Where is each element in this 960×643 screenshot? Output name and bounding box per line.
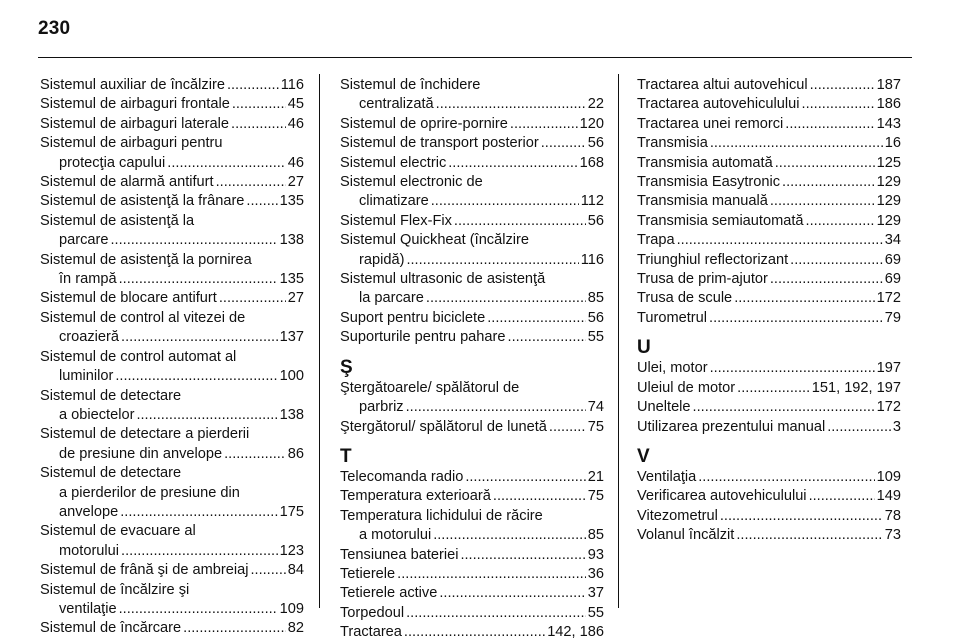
index-entry-page: 73 <box>884 527 901 544</box>
leader-dots <box>487 309 586 328</box>
index-entry-text: Sistemul de oprire-pornire <box>340 115 508 132</box>
index-entry-text: Uneltele <box>637 399 691 416</box>
index-entry-page: 3 <box>892 418 901 435</box>
index-entry-text: ventilaţie <box>59 600 117 617</box>
leader-dots <box>806 212 875 231</box>
index-entry <box>340 507 604 546</box>
leader-dots <box>770 192 875 211</box>
index-entry <box>40 76 304 95</box>
index-entry-text: Vitezometrul <box>637 507 718 524</box>
index-entry-text: Sistemul de control automat al <box>40 348 237 365</box>
index-entry <box>637 468 901 487</box>
index-entry <box>40 115 304 134</box>
index-entry <box>340 565 604 584</box>
leader-dots <box>541 134 586 153</box>
index-entry-page: 75 <box>587 418 604 435</box>
index-entry-text: Sistemul de închidere <box>340 77 481 93</box>
index-entry-text: rapidă) <box>359 251 405 268</box>
index-entry-text: Sistemul de airbaguri pentru <box>40 135 223 152</box>
index-entry <box>340 546 604 565</box>
index-entry <box>637 192 901 211</box>
index-entry <box>340 231 604 270</box>
index-entry-text: a obiectelor <box>59 406 135 423</box>
index-entry-page: 186 <box>876 96 901 113</box>
index-entry-text: Sistemul de airbaguri laterale <box>40 115 230 132</box>
leader-dots <box>785 115 874 134</box>
index-entry-page: 85 <box>587 290 604 307</box>
index-entry-text: protecţia capului <box>59 154 166 171</box>
index-entry-text: centralizată <box>359 96 434 113</box>
leader-dots <box>439 584 585 603</box>
index-entry <box>340 76 604 115</box>
leader-dots <box>167 154 285 173</box>
index-entry <box>637 487 901 506</box>
index-entry <box>40 348 304 387</box>
index-entry-text: Volanul încălzit <box>637 527 735 544</box>
leader-dots <box>231 115 286 134</box>
index-column-2 <box>340 76 604 643</box>
index-entry <box>40 561 304 580</box>
index-entry-page: 78 <box>884 507 901 524</box>
index-entry-page: 175 <box>279 503 304 520</box>
index-entry-text: Tetierele active <box>340 585 438 602</box>
index-entry <box>40 134 304 173</box>
leader-dots <box>110 231 277 250</box>
index-section-letter: T <box>340 445 352 467</box>
leader-dots <box>219 289 286 308</box>
leader-dots <box>183 619 286 638</box>
index-entry-page: 120 <box>579 115 604 132</box>
index-entry-text: Temperatura exterioară <box>340 488 491 505</box>
index-entry-page: 56 <box>587 212 604 229</box>
index-entry-page: 27 <box>287 174 304 191</box>
index-entry-text: parcare <box>59 232 109 249</box>
index-entry-text: Sistemul de asistenţă la frânare <box>40 193 245 210</box>
leader-dots <box>737 379 810 398</box>
leader-dots <box>404 623 545 642</box>
index-entry-page: 69 <box>884 251 901 268</box>
index-entry-page: 138 <box>279 406 304 423</box>
index-entry-page: 74 <box>587 399 604 416</box>
index-entry-text: Telecomanda radio <box>340 468 464 485</box>
index-entry-text: Tractarea altui autovehicul <box>637 77 808 93</box>
leader-dots <box>710 134 883 153</box>
index-entry <box>637 507 901 526</box>
index-entry-text: motorului <box>59 542 120 559</box>
index-entry-text: Utilizarea prezentului manual <box>637 418 826 435</box>
index-entry-text: Sistemul de asistenţă la pornirea <box>40 251 252 268</box>
index-entry <box>40 251 304 290</box>
index-entry-text: Sistemul de transport posterior <box>340 135 539 152</box>
index-entry <box>40 309 304 348</box>
index-entry-page: 125 <box>876 154 901 171</box>
index-entry-text: Trusa de scule <box>637 290 733 307</box>
index-entry <box>40 387 304 426</box>
index-column-1 <box>40 76 304 639</box>
index-section-letter: V <box>637 445 650 467</box>
index-entry <box>637 95 901 114</box>
index-entry <box>40 95 304 114</box>
index-entry-page: 135 <box>279 193 304 210</box>
index-section-letter: Ş <box>340 356 353 378</box>
index-entry-page: 100 <box>279 368 304 385</box>
index-entry-text: Ştergătorul/ spălătorul de lunetă <box>340 418 547 435</box>
index-entry <box>637 418 901 437</box>
index-entry <box>40 581 304 620</box>
index-entry-text: Sistemul de încărcare <box>40 620 182 637</box>
leader-dots <box>120 503 277 522</box>
leader-dots <box>433 526 586 545</box>
leader-dots <box>770 270 883 289</box>
index-entry-text: Sistemul de evacuare al <box>40 523 196 540</box>
leader-dots <box>119 270 278 289</box>
index-entry <box>637 212 901 231</box>
index-entry <box>340 487 604 506</box>
index-entry-text: climatizare <box>359 193 429 210</box>
index-entry-page: 149 <box>876 488 901 505</box>
index-entry-text: la parcare <box>359 290 424 307</box>
page-number: 230 <box>38 18 71 39</box>
index-entry <box>637 379 901 398</box>
index-entry-text: Sistemul de încălzire şi <box>40 581 190 598</box>
index-entry-page: 37 <box>587 585 604 602</box>
index-entry <box>340 173 604 212</box>
leader-dots <box>250 561 285 580</box>
leader-dots <box>810 76 875 95</box>
index-entry-text: Sistemul de detectare a pierderii <box>40 426 250 443</box>
leader-dots <box>406 604 586 623</box>
leader-dots <box>448 154 577 173</box>
leader-dots <box>510 115 578 134</box>
index-entry <box>340 604 604 623</box>
leader-dots <box>827 418 891 437</box>
index-entry-page: 138 <box>279 232 304 249</box>
index-entry-text: Sistemul electric <box>340 154 447 171</box>
index-entry-page: 93 <box>587 546 604 563</box>
index-entry-text: Suporturile pentru pahare <box>340 329 506 346</box>
index-entry-text: Trapa <box>637 232 675 249</box>
index-entry-page: 112 <box>580 193 604 210</box>
leader-dots <box>775 154 875 173</box>
leader-dots <box>782 173 875 192</box>
index-entry <box>340 623 604 642</box>
leader-dots <box>709 309 883 328</box>
leader-dots <box>677 231 883 250</box>
leader-dots <box>508 328 586 347</box>
index-entry-text: Tractarea unei remorci <box>637 115 784 132</box>
header-rule <box>38 57 912 58</box>
index-entry <box>340 309 604 328</box>
index-entry-text: Ştergătoarele/ spălătorul de <box>340 379 520 396</box>
index-entry <box>40 522 304 561</box>
index-entry-page: 85 <box>587 527 604 544</box>
index-entry <box>637 115 901 134</box>
index-entry-page: 116 <box>580 251 604 268</box>
index-entry-page: 151, 192, 197 <box>811 379 901 396</box>
index-entry-page: 172 <box>876 399 901 416</box>
index-entry-text: Uleiul de motor <box>637 379 736 396</box>
index-entry-page: 116 <box>280 77 304 93</box>
index-entry <box>340 379 604 418</box>
leader-dots <box>216 173 286 192</box>
index-entry <box>637 270 901 289</box>
leader-dots <box>246 192 277 211</box>
index-entry-page: 143 <box>876 115 901 132</box>
leader-dots <box>406 251 578 270</box>
leader-dots <box>121 542 278 561</box>
index-entry-text: Sistemul Quickheat (încălzire <box>340 232 529 249</box>
index-entry-text: Ulei, motor <box>637 360 708 377</box>
index-entry-text: Sistemul de control al vitezei de <box>40 309 246 326</box>
leader-dots <box>397 565 586 584</box>
leader-dots <box>710 359 875 378</box>
leader-dots <box>698 468 874 487</box>
leader-dots <box>119 600 278 619</box>
index-entry-text: Tensiunea bateriei <box>340 546 459 563</box>
index-entry-page: 187 <box>876 77 901 93</box>
index-entry-page: 55 <box>587 329 604 346</box>
index-entry-page: 45 <box>287 96 304 113</box>
index-entry-text: Tetierele <box>340 565 396 582</box>
leader-dots <box>736 526 882 545</box>
index-entry-text: Sistemul de alarmă antifurt <box>40 174 214 191</box>
index-entry-text: Verificarea autovehiculului <box>637 488 807 505</box>
index-entry <box>340 584 604 603</box>
index-entry-text: croazieră <box>59 329 120 346</box>
index-entry-text: a pierderilor de presiune din <box>59 484 240 501</box>
index-entry-page: 69 <box>884 271 901 288</box>
index-entry-page: 135 <box>279 271 304 288</box>
index-entry <box>637 154 901 173</box>
index-entry <box>40 464 304 522</box>
index-entry-text: Transmisia manuală <box>637 193 768 210</box>
index-entry-page: 79 <box>884 309 901 326</box>
leader-dots <box>693 398 875 417</box>
index-entry <box>637 289 901 308</box>
index-entry-text: Sistemul de asistenţă la <box>40 212 195 229</box>
index-entry <box>637 398 901 417</box>
index-entry <box>637 173 901 192</box>
index-entry-text: Transmisia <box>637 135 708 152</box>
index-entry <box>40 619 304 638</box>
index-entry-text: Torpedoul <box>340 604 405 621</box>
index-entry-page: 197 <box>876 360 901 377</box>
index-entry <box>340 418 604 437</box>
index-entry-page: 22 <box>587 96 604 113</box>
index-entry-page: 86 <box>287 445 304 462</box>
index-entry-text: Sistemul electronic de <box>340 174 483 191</box>
index-entry-text: Triunghiul reflectorizant <box>637 251 789 268</box>
index-entry-text: Transmisia semiautomată <box>637 212 804 229</box>
index-entry-page: 34 <box>884 232 901 249</box>
leader-dots <box>136 406 277 425</box>
index-entry <box>340 270 604 309</box>
index-entry-text: Sistemul de detectare <box>40 387 182 404</box>
index-entry-text: Tractarea <box>340 624 402 641</box>
index-entry <box>340 468 604 487</box>
leader-dots <box>465 468 585 487</box>
index-entry-text: de presiune din anvelope <box>59 445 223 462</box>
column-divider <box>319 74 320 608</box>
leader-dots <box>115 367 277 386</box>
index-entry <box>637 359 901 378</box>
index-entry-page: 21 <box>587 468 604 485</box>
leader-dots <box>436 95 586 114</box>
index-entry-text: Sistemul Flex-Fix <box>340 212 452 229</box>
index-entry <box>40 173 304 192</box>
index-entry-page: 55 <box>587 604 604 621</box>
index-entry-text: Sistemul ultrasonic de asistenţă <box>340 271 546 288</box>
index-entry-page: 46 <box>287 115 304 132</box>
index-entry <box>637 231 901 250</box>
leader-dots <box>720 507 883 526</box>
index-entry-text: Transmisia Easytronic <box>637 174 781 191</box>
index-entry-text: în rampă <box>59 271 117 288</box>
index-entry-page: 46 <box>287 154 304 171</box>
index-entry-page: 27 <box>287 290 304 307</box>
index-entry-page: 109 <box>876 468 901 485</box>
leader-dots <box>734 289 874 308</box>
index-entry-page: 137 <box>279 329 304 346</box>
index-entry-page: 84 <box>287 562 304 579</box>
index-entry <box>340 212 604 231</box>
index-entry <box>637 251 901 270</box>
index-entry <box>340 328 604 347</box>
index-entry-page: 172 <box>876 290 901 307</box>
index-entry-text: luminilor <box>59 368 114 385</box>
index-entry-text: Tractarea autovehiculului <box>637 96 800 113</box>
index-entry-page: 123 <box>279 542 304 559</box>
index-entry-page: 129 <box>876 212 901 229</box>
index-entry-text: anvelope <box>59 503 119 520</box>
leader-dots <box>493 487 586 506</box>
leader-dots <box>121 328 278 347</box>
leader-dots <box>406 398 586 417</box>
index-entry-page: 36 <box>587 565 604 582</box>
index-entry-page: 142, 186 <box>547 624 604 641</box>
index-entry <box>40 212 304 251</box>
column-divider <box>618 74 619 608</box>
index-entry-page: 56 <box>587 135 604 152</box>
index-entry <box>637 526 901 545</box>
index-entry-page: 129 <box>876 174 901 191</box>
index-entry-page: 56 <box>587 309 604 326</box>
index-entry-text: Temperatura lichidului de răcire <box>340 507 543 524</box>
index-entry-text: Sistemul de detectare <box>40 465 182 482</box>
leader-dots <box>232 95 286 114</box>
index-entry <box>340 115 604 134</box>
leader-dots <box>454 212 586 231</box>
index-entry <box>40 425 304 464</box>
index-entry-text: Sistemul de frână şi de ambreiaj <box>40 562 249 579</box>
index-entry-page: 82 <box>287 620 304 637</box>
index-entry-page: 109 <box>279 600 304 617</box>
index-column-3 <box>637 76 901 546</box>
leader-dots <box>426 289 586 308</box>
index-entry-page: 168 <box>579 154 604 171</box>
index-entry-text: Trusa de prim-ajutor <box>637 271 768 288</box>
index-entry <box>637 134 901 153</box>
index-entry-page: 75 <box>587 488 604 505</box>
index-entry-text: Sistemul de blocare antifurt <box>40 290 217 307</box>
index-entry-text: parbriz <box>359 399 404 416</box>
index-entry <box>637 309 901 328</box>
index-entry-page: 16 <box>884 135 901 152</box>
index-entry-text: a motorului <box>359 527 432 544</box>
index-entry-page: 129 <box>876 193 901 210</box>
leader-dots <box>809 487 875 506</box>
index-entry-text: Turometrul <box>637 309 708 326</box>
index-entry <box>40 192 304 211</box>
leader-dots <box>549 418 586 437</box>
index-entry-text: Sistemul auxiliar de încălzire <box>40 77 225 93</box>
index-entry <box>40 289 304 308</box>
leader-dots <box>802 95 875 114</box>
index-entry-text: Transmisia automată <box>637 154 773 171</box>
index-entry-text: Suport pentru biciclete <box>340 309 486 326</box>
index-entry <box>637 76 901 95</box>
leader-dots <box>227 76 279 95</box>
index-entry-text: Sistemul de airbaguri frontale <box>40 96 230 113</box>
leader-dots <box>224 445 286 464</box>
index-section-letter: U <box>637 337 651 359</box>
index-entry <box>340 154 604 173</box>
leader-dots <box>790 251 883 270</box>
leader-dots <box>431 192 579 211</box>
index-entry <box>340 134 604 153</box>
index-entry-text: Ventilaţia <box>637 468 697 485</box>
leader-dots <box>460 546 585 565</box>
